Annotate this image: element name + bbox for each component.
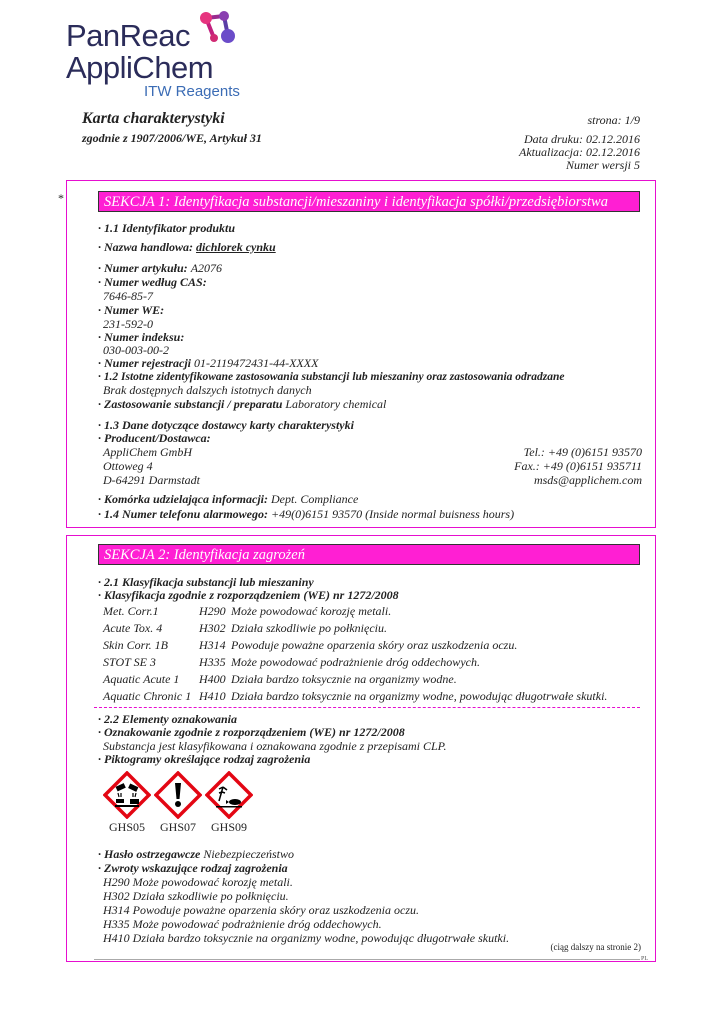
- trade-name: [98, 240, 276, 254]
- producer-label: · Producent/Dostawca:: [98, 431, 211, 445]
- company-fax: Fax.: +49 (0)6151 935711: [514, 459, 642, 473]
- company-phone: Tel.: +49 (0)6151 93570: [523, 445, 642, 459]
- ghs09-label: GHS09: [210, 820, 247, 834]
- hazard-statements-label: · Zwroty wskazujące rodzaj zagrożenia: [98, 861, 288, 875]
- classification-category: Met. Corr.1: [103, 604, 159, 618]
- hazard-statement: H335 Może powodować podrażnienie dróg oddechowych.: [103, 917, 382, 931]
- registration-value: 01-2119472431-44-XXXX: [194, 356, 319, 370]
- trade-name-label: · Nazwa handlowa:: [98, 240, 197, 254]
- version-number: Numer wersji 5: [565, 158, 640, 172]
- label-elements-label: · 2.2 Elementy oznakowania: [98, 712, 238, 726]
- classification-text: Może powodować korozję metali.: [231, 604, 392, 618]
- classification-category: Skin Corr. 1B: [103, 638, 169, 652]
- emergency-value: +49(0)6151 93570 (Inside normal buisness hours): [271, 507, 515, 521]
- molecule-icon: [194, 6, 240, 52]
- logo-line2: AppliChem: [66, 50, 214, 85]
- hazard-statement: H314 Powoduje poważne oparzenia skóry oraz uszkodzenia oczu.: [103, 903, 419, 917]
- company-street: Ottoweg 4: [103, 459, 153, 473]
- application: [98, 397, 386, 411]
- cas-value: 7646-85-7: [103, 289, 153, 303]
- classification-category: Aquatic Acute 1: [103, 672, 180, 686]
- section-1-title: SEKCJA 1: Identyfikacja substancji/mieszaniny i identyfikacja spółki/przedsiębiorstwa: [98, 191, 640, 212]
- hazard-statement: H290 Może powodować korozję metali.: [103, 875, 293, 889]
- classification-label: · 2.1 Klasyfikacja substancji lub mieszaniny: [98, 575, 314, 589]
- ghs09-environment-icon: [205, 771, 253, 819]
- classification-code: H302: [199, 621, 226, 635]
- classification-category: Acute Tox. 4: [103, 621, 163, 635]
- footer-rule: [94, 959, 640, 960]
- classification-code: H410: [199, 689, 226, 703]
- hazard-statement: H302 Działa szkodliwie po połknięciu.: [103, 889, 289, 903]
- we-value: 231-592-0: [103, 317, 153, 331]
- uses-label: · 1.2 Istotne zidentyfikowane zastosowania substancji lub mieszaniny oraz zastosowania odradzane: [98, 371, 565, 383]
- print-date: Data druku: 02.12.2016: [524, 132, 640, 146]
- continued-note: (ciąg dalszy na stronie 2): [550, 942, 641, 952]
- info-contact: [98, 492, 358, 506]
- we-label: · Numer WE:: [98, 303, 165, 317]
- index-value: 030-003-00-2: [103, 343, 169, 357]
- classification-text: Działa szkodliwie po połknięciu.: [231, 621, 387, 635]
- company-logo: [66, 6, 256, 102]
- change-marker: *: [58, 191, 64, 205]
- ghs05-label: GHS05: [108, 820, 145, 834]
- labelling-text: Substancja jest klasyfikowana i oznakowana zgodnie z przepisami CLP.: [103, 739, 447, 753]
- signal-value: Niebezpieczeństwo: [203, 847, 294, 861]
- classification-category: STOT SE 3: [103, 655, 156, 669]
- language-code: PL: [640, 956, 648, 962]
- section-2-title: SEKCJA 2: Identyfikacja zagrożeń: [98, 544, 640, 565]
- registration-label: · Numer rejestracji: [98, 356, 194, 370]
- classification-text: Może powodować podrażnienie dróg oddechowych.: [231, 655, 480, 669]
- emergency-label: · 1.4 Numer telefonu alarmowego:: [98, 507, 271, 521]
- classification-regulation: · Klasyfikacja zgodnie z rozporządzeniem (WE) nr 1272/2008: [98, 588, 399, 602]
- document-title: Karta charakterystyki: [82, 110, 225, 127]
- article-number-value: A2076: [190, 261, 223, 275]
- trade-name-value: dichlorek cynku: [196, 240, 276, 254]
- classification-text: Działa bardzo toksycznie na organizmy wodne.: [231, 672, 457, 686]
- article-number-label: · Numer artykułu:: [98, 261, 191, 275]
- signal-word: [98, 847, 294, 861]
- supplier-label: · 1.3 Dane dotyczące dostawcy karty charakterystyki: [98, 418, 354, 432]
- logo-line1: PanReac: [66, 18, 191, 53]
- ghs05-corrosion-icon: [103, 771, 151, 819]
- info-label: · Komórka udzielająca informacji:: [98, 492, 272, 506]
- company-name: AppliChem GmbH: [103, 445, 192, 459]
- product-identifier-label: · 1.1 Identyfikator produktu: [98, 221, 236, 235]
- info-value: Dept. Compliance: [271, 492, 359, 506]
- registration-number: [98, 356, 318, 370]
- classification-code: H314: [199, 638, 226, 652]
- index-label: · Numer indeksu:: [98, 330, 185, 344]
- cas-label: · Numer według CAS:: [98, 275, 207, 289]
- company-email[interactable]: msds@applichem.com: [533, 473, 642, 487]
- ghs07-exclamation-icon: [154, 771, 202, 819]
- emergency-phone: [98, 507, 514, 521]
- classification-code: H335: [199, 655, 226, 669]
- article-number: [98, 261, 222, 275]
- hazard-statement: H410 Działa bardzo toksycznie na organizmy wodne, powodując długotrwałe skutki.: [103, 931, 510, 945]
- page-number: strona: 1/9: [587, 113, 640, 127]
- classification-text: Powoduje poważne oparzenia skóry oraz uszkodzenia oczu.: [231, 638, 518, 652]
- ghs07-label: GHS07: [159, 820, 196, 834]
- document-subtitle: zgodnie z 1907/2006/WE, Artykuł 31: [82, 131, 262, 145]
- signal-label: · Hasło ostrzegawcze: [98, 847, 204, 861]
- application-label: · Zastosowanie substancji / preparatu: [98, 397, 286, 411]
- classification-code: H400: [199, 672, 226, 686]
- logo-line3: ITW Reagents: [144, 83, 240, 100]
- section-divider: [94, 707, 640, 708]
- labelling-regulation: · Oznakowanie zgodnie z rozporządzeniem (WE) nr 1272/2008: [98, 725, 405, 739]
- classification-category: Aquatic Chronic 1: [103, 689, 192, 703]
- uses-value: Brak dostępnych dalszych istotnych danych: [103, 383, 312, 397]
- company-city: D-64291 Darmstadt: [103, 473, 201, 487]
- application-value: Laboratory chemical: [285, 397, 387, 411]
- classification-code: H290: [199, 604, 226, 618]
- pictograms-label: · Piktogramy określające rodzaj zagrożenia: [98, 752, 311, 766]
- update-date: Aktualizacja: 02.12.2016: [519, 145, 640, 159]
- classification-text: Działa bardzo toksycznie na organizmy wodne, powodując długotrwałe skutki.: [231, 689, 608, 703]
